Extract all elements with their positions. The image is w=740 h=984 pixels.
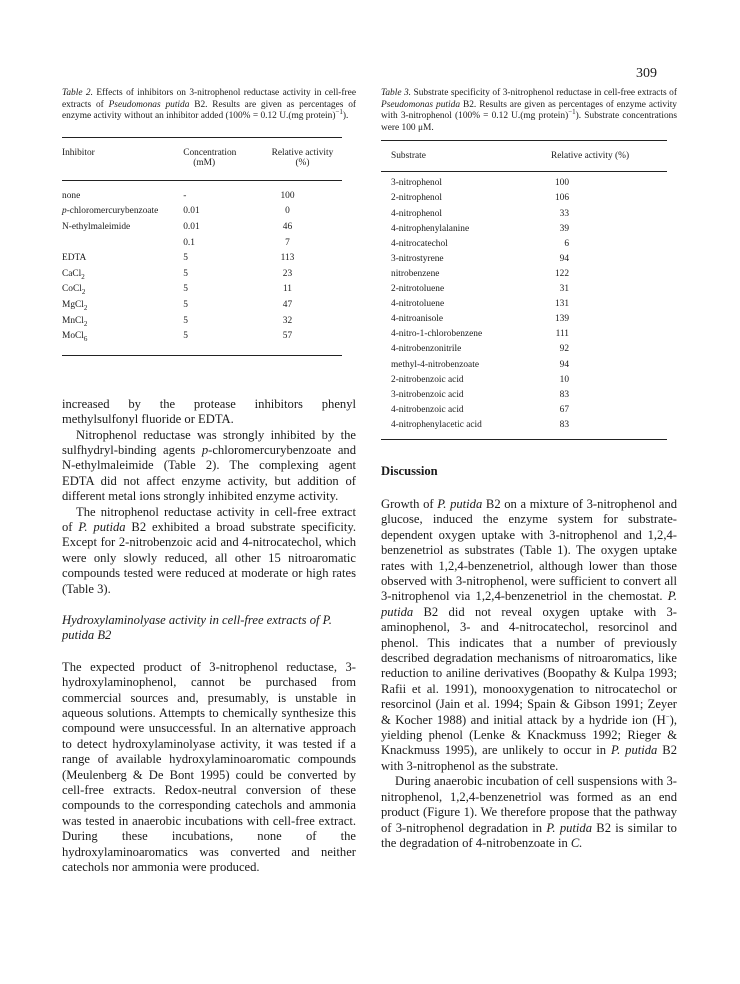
subsection-heading: Hydroxylaminolyase activity in cell-free extracts of P. putida B2 [62, 613, 332, 643]
table2-header-inhibitor: Inhibitor [62, 147, 95, 158]
table2-cell-concentration: 5 [183, 315, 188, 326]
table3-cell-substrate: 3-nitrobenzoic acid [391, 389, 464, 400]
table2-caption-species: Pseudomonas putida [108, 99, 190, 110]
discussion-heading: Discussion [381, 463, 438, 478]
table2-header-activity: Relative activity [271, 147, 334, 158]
table2-row [62, 300, 342, 316]
table2-cell-concentration: 5 [183, 299, 188, 310]
table2-header-blank [62, 158, 183, 181]
table2 [62, 137, 342, 356]
table2-row [62, 222, 342, 238]
table2-cell-inhibitor: p-chloromercurybenzoate [62, 206, 159, 217]
table3-cell-substrate: 4-nitrocatechol [391, 238, 448, 249]
table2-cell-activity: 32 [282, 315, 293, 326]
subscript: 2 [81, 272, 85, 281]
table3-header-substrate: Substrate [381, 141, 541, 172]
table3-cell-activity: 94 [559, 359, 569, 370]
table3-cell-activity: 33 [559, 208, 569, 219]
table3-cell-activity: 122 [554, 268, 569, 279]
text-span: B2 did not reveal oxygen uptake with 3-aminophenol, 3- and 4-nitrocatechol, resorcinol and phenol. This indicates that a number of previously described degradation mechanisms of nitroaromatics, like reduction to aniline derivatives (Boopathy & Kulpa 1993; Rafii et al. 1991), monooxygenation to nitrocatechol or resorcinol (Jain et al. 1994; Spain & Gibson 1991; Zeyer & Kocher 1988) and initial attack by a hydride ion (H [381, 604, 677, 727]
table2-row [62, 206, 342, 222]
table3-caption-species: Pseudomonas putida [381, 99, 461, 110]
table3-row [381, 375, 667, 390]
table3-label: Table 3. [381, 88, 412, 98]
table3-cell-activity: 92 [559, 344, 569, 355]
subscript: 6 [83, 335, 88, 343]
text-span: The nitrophenol reductase activity in cell-free extract of [62, 504, 356, 534]
table2-cell-activity: 7 [285, 237, 290, 248]
table3-cell-substrate: 4-nitro-1-chlorobenzene [391, 329, 483, 340]
table2-caption-sup: −1 [335, 108, 343, 117]
table2-header-concentration: Concentration [183, 147, 237, 158]
italic-span: P. putida [546, 820, 593, 835]
text-span: ), yielding phenol (Lenke & Knackmuss 1992; Rieger & Knackmuss 1995), are unlikely to occur in [381, 712, 677, 758]
table3-row [381, 405, 667, 420]
table3-cell-substrate: 4-nitrobenzoic acid [391, 404, 464, 415]
table3-caption-text-2: B2. Results are given as percentages of enzyme activity with 3-nitrophenol (100% = 0.12 U.(mg protein) [381, 99, 677, 122]
table3-cell-activity: 139 [554, 314, 569, 325]
table3-cell-substrate: 2-nitrophenol [391, 193, 443, 204]
table2-cell-activity: 46 [282, 221, 293, 232]
table3-cell-substrate: 3-nitrostyrene [391, 253, 444, 264]
table3-caption-sup: −1 [568, 108, 576, 117]
table3-cell-activity: 31 [559, 284, 569, 295]
table3-cell-substrate: 3-nitrophenol [391, 178, 443, 189]
table2-cell-inhibitor: MoCl$_6$ [62, 331, 183, 355]
table3-header-activity: Relative activity (%) [541, 141, 667, 172]
table2-cell-inhibitor: CoCl$_2$ [62, 284, 86, 297]
text-span: Growth of [381, 496, 438, 511]
table3-cell-activity: 100 [554, 178, 569, 189]
table3-row [381, 284, 667, 299]
table3-cell-activity: 106 [554, 193, 569, 204]
table3-row [381, 239, 667, 254]
italic-span: P. putida [78, 519, 126, 534]
paragraph [62, 505, 356, 597]
table2-cell-activity: 47 [282, 299, 293, 310]
table3-cell-substrate: 4-nitroanisole [391, 314, 444, 325]
table2-row [62, 316, 342, 332]
left-column [62, 88, 356, 876]
table2-cell-inhibitor: MgCl$_2$ [62, 299, 88, 312]
table2-cell-inhibitor: EDTA [62, 253, 87, 264]
text-span: Nitrophenol reductase was strongly inhibited by the sulfhydryl-binding agents [62, 427, 356, 457]
table3-cell-activity: 83 [559, 419, 569, 430]
table3-cell-activity: 111 [555, 329, 569, 340]
table2-cell-inhibitor: MnCl$_2$ [62, 315, 88, 328]
paragraph: The expected product of 3-nitrophenol reductase, 3-hydroxylaminophenol, cannot be purchased from commercial sources and, presumably, is unstable in aqueous solutions. Attempts to chemically synthesize this compound were unsuccessful. In an alternative approach to detect hydroxylaminolyase activity, it was tested if a range of available hydroxylaminoaromatic compounds (Meulenberg & De Bont 1995) could be converted by cell-free extracts. Redox-neutral conversion of these compounds to the corresponding catechols and ammonia was tested in anaerobic incubations with cell-free extract. During these incubations, none of the hydroxylaminoaromatics was converted and neither catechols nor ammonia were produced. [62, 659, 356, 875]
table2-cell-concentration: 0.01 [183, 221, 200, 232]
table2-cell-activity: 11 [282, 284, 292, 295]
table3-cell-substrate: 4-nitrotoluene [391, 299, 445, 310]
text-span: During anaerobic incubation of cell suspensions with 3-nitrophenol, 1,2,4-benzenetriol was formed as an end product (Figure 1). We therefore propose that the pathway of 3-nitrophenol degradation in [381, 774, 677, 835]
table3-row [381, 314, 667, 329]
table3-row [381, 390, 667, 405]
table2-cell-inhibitor: CaCl$_2$ [62, 268, 85, 281]
right-column [381, 88, 677, 851]
table3 [381, 140, 667, 435]
text-span: -chloromercurybenzoate and N-ethylmaleimide (Table 2). The complexing agent EDTA did not affect enzyme activity, but addition of different metal ions strongly inhibited enzyme activity. [62, 442, 357, 504]
table2-header-activity-unit: (%) [263, 158, 342, 181]
table2-label: Table 2. [62, 88, 93, 98]
italic-span: P. putida [611, 743, 658, 758]
italic-span: P. putida [437, 496, 483, 511]
paragraph [62, 428, 356, 505]
subscript: 2 [83, 303, 88, 312]
table3-row [381, 172, 667, 194]
table2-caption-text: Effects of inhibitors on 3-nitrophenol reductase activity in cell-free extracts of [62, 88, 356, 110]
table2-cell-concentration: 0.1 [183, 237, 195, 248]
paragraph [381, 497, 677, 774]
table2-row [62, 253, 342, 269]
table2-caption-text-3: ). [342, 111, 349, 122]
paragraph: increased by the protease inhibitors phenyl methylsulfonyl fluoride or EDTA. [62, 396, 356, 427]
table3-cell-substrate: methyl-4-nitrobenzoate [391, 359, 479, 370]
table3-row [381, 209, 667, 224]
table3-cell-substrate: nitrobenzene [391, 268, 440, 279]
table3-caption [381, 88, 677, 134]
table2-cell-concentration: - [183, 190, 187, 201]
table3-row [381, 254, 667, 269]
italic-span: C. [570, 835, 583, 850]
table3-cell-activity: 83 [559, 389, 569, 400]
table2-cell-activity: 100 [280, 190, 295, 201]
subscript: 2 [83, 319, 88, 328]
table3-cell-substrate: 2-nitrotoluene [391, 284, 445, 295]
subscript: 2 [81, 288, 86, 297]
italic-prefix: p [62, 206, 67, 217]
table3-cell-activity: 10 [559, 374, 569, 385]
table3-row [381, 344, 667, 359]
table2-cell-concentration: 5 [183, 253, 188, 264]
table2-cell-activity: 0 [285, 206, 290, 217]
table3-row [381, 299, 667, 314]
table3-cell-substrate: 2-nitrobenzoic acid [391, 374, 464, 385]
page-number: 309 [636, 66, 657, 81]
table3-row [381, 360, 667, 375]
table2-cell-concentration: 5 [183, 268, 188, 279]
table3-caption-text-3: ). Substrate concentrations were 100 μM. [381, 111, 678, 133]
discussion-text [381, 497, 677, 851]
italic-span: p [201, 442, 209, 457]
text-span: B2 on a mixture of 3-nitrophenol and glucose, induced the enzyme system for substrate-dependent oxygen uptake with 3-nitrophenol and 1,2,4-benzenetriol as substrates (Table 1). The oxygen uptake rates with 1,2,4-benzenetriol, although lower than those observed with 3-nitrophenol, were sufficient to convert all 3-nitrophenol via 1,2,4-benzenetriol in the chemostat. [381, 496, 677, 604]
table2-row [62, 331, 342, 355]
table2-caption [62, 88, 356, 123]
table2-row [62, 180, 342, 206]
table3-row [381, 420, 667, 435]
table2-cell-concentration: 5 [183, 284, 188, 295]
table3-cell-substrate: 4-nitrophenol [391, 208, 443, 219]
table2-cell-activity: 23 [282, 268, 293, 279]
table3-cell-activity: 67 [559, 404, 569, 415]
table2-cell-inhibitor: N-ethylmaleimide [62, 221, 131, 232]
table2-cell-concentration: 5 [183, 331, 263, 355]
text-span: B2 with 3-nitrophenol as the substrate. [381, 743, 677, 773]
table2-cell-activity: 113 [280, 253, 295, 264]
table3-cell-activity: 94 [559, 253, 569, 264]
table3-cell-activity: 131 [554, 299, 569, 310]
text-span: B2 is similar to the degradation of 4-nitrobenzoate in [381, 820, 677, 850]
table3-row [381, 193, 667, 208]
table3-cell-substrate: 4-nitrophenylacetic acid [391, 419, 482, 430]
table2-row [62, 238, 342, 254]
table3-cell-activity: 39 [559, 223, 569, 234]
table3-cell-substrate: 4-nitrobenzonitrile [391, 344, 462, 355]
table3-caption-text: Substrate specificity of 3-nitrophenol reductase in cell-free extracts of [411, 88, 677, 98]
superscript: − [665, 712, 670, 721]
table2-row [62, 269, 342, 285]
table2-cell-inhibitor: none [62, 190, 81, 201]
table3-row [381, 269, 667, 284]
table3-bottom-rule [381, 439, 667, 440]
table3-cell-substrate: 4-nitrophenylalanine [391, 223, 470, 234]
table2-cell-concentration: 0.01 [183, 206, 200, 217]
table2-cell-inhibitor [62, 238, 183, 254]
table3-row [381, 224, 667, 239]
table3-row [381, 329, 667, 344]
table2-header-conc-unit: (mM) [183, 158, 263, 181]
paragraph [381, 774, 677, 851]
text-span: B2 exhibited a broad substrate specificity. Except for 2-nitrobenzoic acid and 4-nitrocatechol, which were only slowly reduced, all other 15 nitroaromatic compounds tested were reduced at moderate or high rates (Table 3). [62, 519, 357, 596]
left-body-text [62, 397, 356, 876]
table2-row [62, 284, 342, 300]
table2-cell-activity: 57 [263, 331, 342, 355]
table2-caption-text-2: B2. Results are given as percentages of enzyme activity without an inhibitor added (100% = 0.12 U.(mg protein) [62, 99, 356, 122]
table3-cell-activity: 6 [564, 238, 569, 249]
italic-span: P. putida [381, 589, 677, 619]
